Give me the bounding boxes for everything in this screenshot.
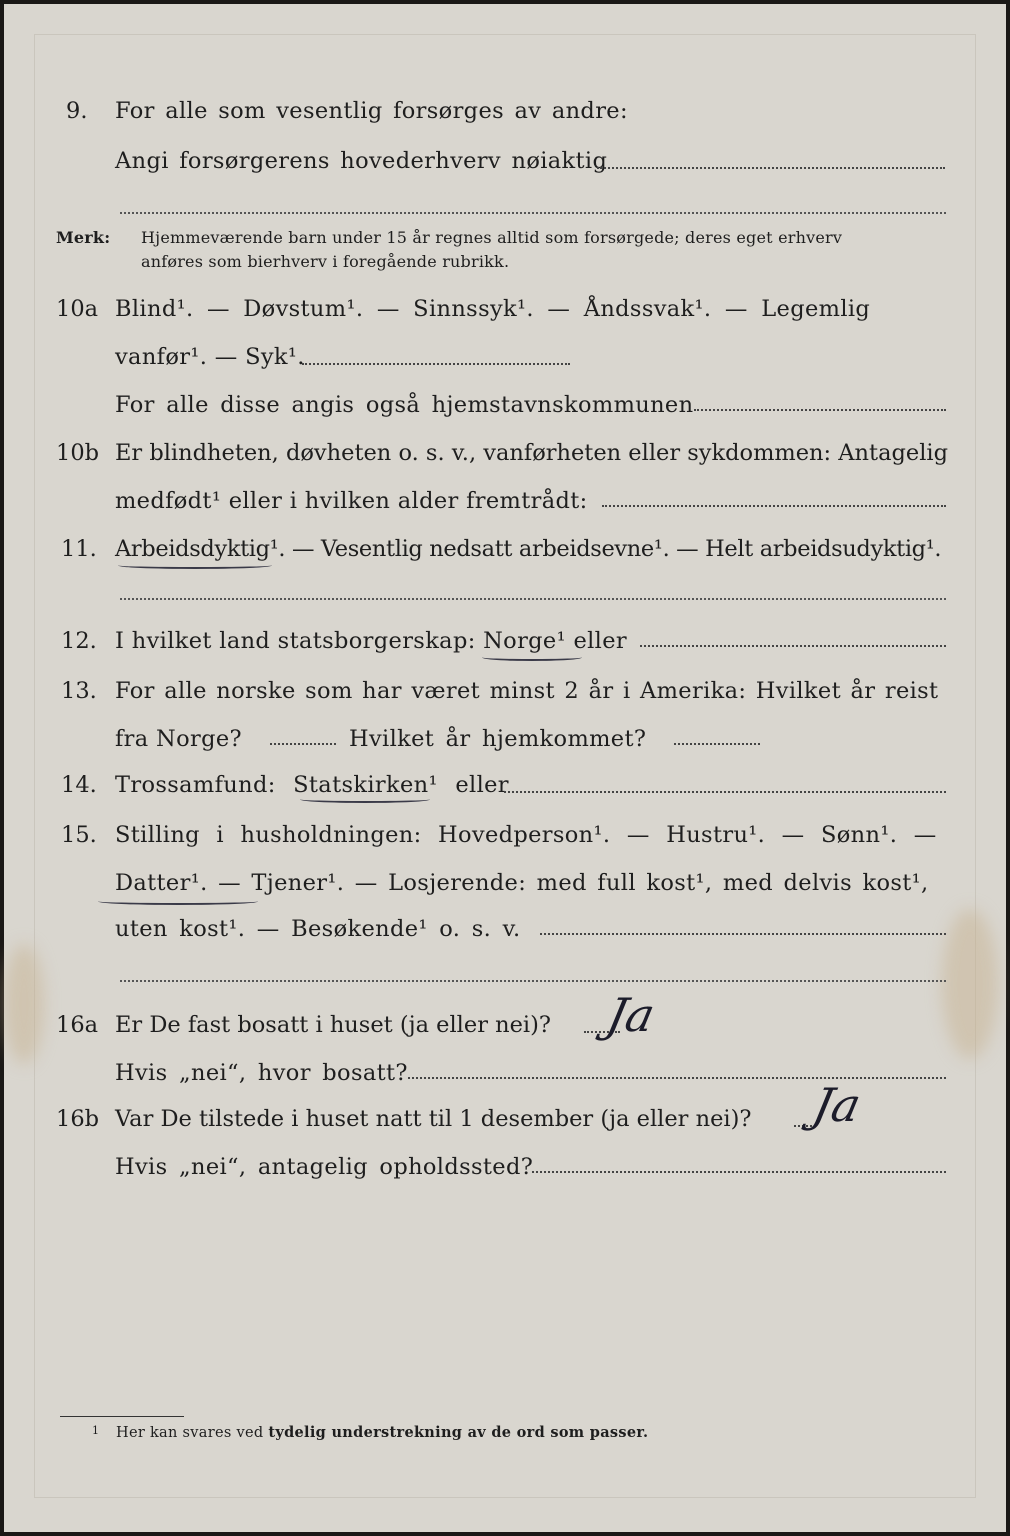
item-number: 12.	[61, 628, 97, 654]
q10a-line1: Blind¹. — Døvstum¹. — Sinnssyk¹. — Åndssvak¹. — Legemlig	[115, 296, 871, 322]
paper-stain	[942, 909, 998, 1059]
q16a-line1: Er De fast bosatt i huset (ja eller nei)?	[115, 1012, 551, 1038]
handwritten-underline	[482, 654, 582, 661]
q9-line1: For alle som vesentlig forsørges av andre:	[115, 98, 628, 124]
item-number: 16b	[56, 1106, 100, 1132]
item-number: 15.	[61, 822, 97, 848]
q16a-line2: Hvis „nei“, hvor bosatt?	[115, 1060, 408, 1086]
handwritten-underline	[98, 898, 258, 905]
handwritten-answer: Ja	[602, 988, 660, 1042]
fill-line	[504, 791, 946, 793]
footnote-text: Her kan svares ved	[116, 1425, 269, 1441]
item-number: 14.	[61, 772, 97, 798]
separator-line	[120, 980, 946, 982]
fill-line	[602, 505, 946, 507]
q13-line2b: Hvilket år hjemkommet?	[349, 726, 647, 752]
q14-line1: Trossamfund: Statskirken¹ eller	[115, 772, 509, 798]
separator-line	[120, 598, 946, 600]
merk-line1: Hjemmeværende barn under 15 år regnes alltid som forsørgede; deres eget erhverv	[141, 228, 843, 247]
handwritten-answer: Ja	[808, 1078, 866, 1132]
fill-line	[270, 743, 336, 745]
merk-label: Merk:	[56, 228, 111, 247]
merk-line2: anføres som bierhverv i foregående rubrikk.	[141, 252, 510, 271]
item-number: 13.	[61, 678, 97, 704]
q10a-line3: For alle disse angis også hjemstavnskommunen	[115, 392, 694, 418]
q10b-line2: medfødt¹ eller i hvilken alder fremtrådt:	[115, 488, 588, 514]
fill-line	[532, 1171, 946, 1173]
item-number: 9.	[66, 98, 88, 124]
fill-line	[674, 743, 760, 745]
q11-line1: Arbeidsdyktig¹. — Vesentlig nedsatt arbeidsevne¹. — Helt arbeidsudyktig¹.	[115, 536, 942, 562]
q10b-line1: Er blindheten, døvheten o. s. v., vanførheten eller sykdommen: Antagelig	[115, 440, 948, 466]
q9-line2: Angi forsørgerens hovederhverv nøiaktig	[115, 148, 608, 174]
q15-line1: Stilling i husholdningen: Hovedperson¹. — Hustru¹. — Sønn¹. —	[115, 822, 937, 848]
q16b-line1: Var De tilstede i huset natt til 1 desember (ja eller nei)?	[115, 1106, 752, 1132]
q13-line1: For alle norske som har været minst 2 år i Amerika: Hvilket år reist	[115, 678, 939, 704]
q16b-line2: Hvis „nei“, antagelig opholdssted?	[115, 1154, 534, 1180]
item-number: 10a	[56, 296, 99, 322]
paper-stain	[4, 944, 44, 1064]
footnote-mark: 1	[92, 1424, 100, 1437]
fill-line	[640, 645, 946, 647]
item-number: 16a	[56, 1012, 99, 1038]
footnote-rule	[60, 1416, 184, 1417]
handwritten-underline	[300, 796, 430, 803]
item-number: 10b	[56, 440, 100, 466]
q12-line1: I hvilket land statsborgerskap: Norge¹ eller	[115, 628, 627, 654]
q15-line2: Datter¹. — Tjener¹. — Losjerende: med full kost¹, med delvis kost¹,	[115, 870, 929, 896]
footnote-emphasis: tydelig understrekning av de ord som passer.	[268, 1424, 649, 1441]
separator-line	[120, 212, 946, 214]
q15-line3: uten kost¹. — Besøkende¹ o. s. v.	[115, 916, 521, 942]
fill-line	[694, 409, 946, 411]
q10a-line2: vanfør¹. — Syk¹.	[115, 344, 305, 370]
census-form-page	[4, 4, 1006, 1532]
fill-line	[597, 167, 945, 169]
footnote	[116, 1424, 648, 1441]
fill-line	[540, 933, 946, 935]
q13-line2a: fra Norge?	[115, 726, 242, 752]
fill-line	[302, 363, 570, 365]
handwritten-underline	[118, 562, 272, 569]
item-number: 11.	[61, 536, 97, 562]
